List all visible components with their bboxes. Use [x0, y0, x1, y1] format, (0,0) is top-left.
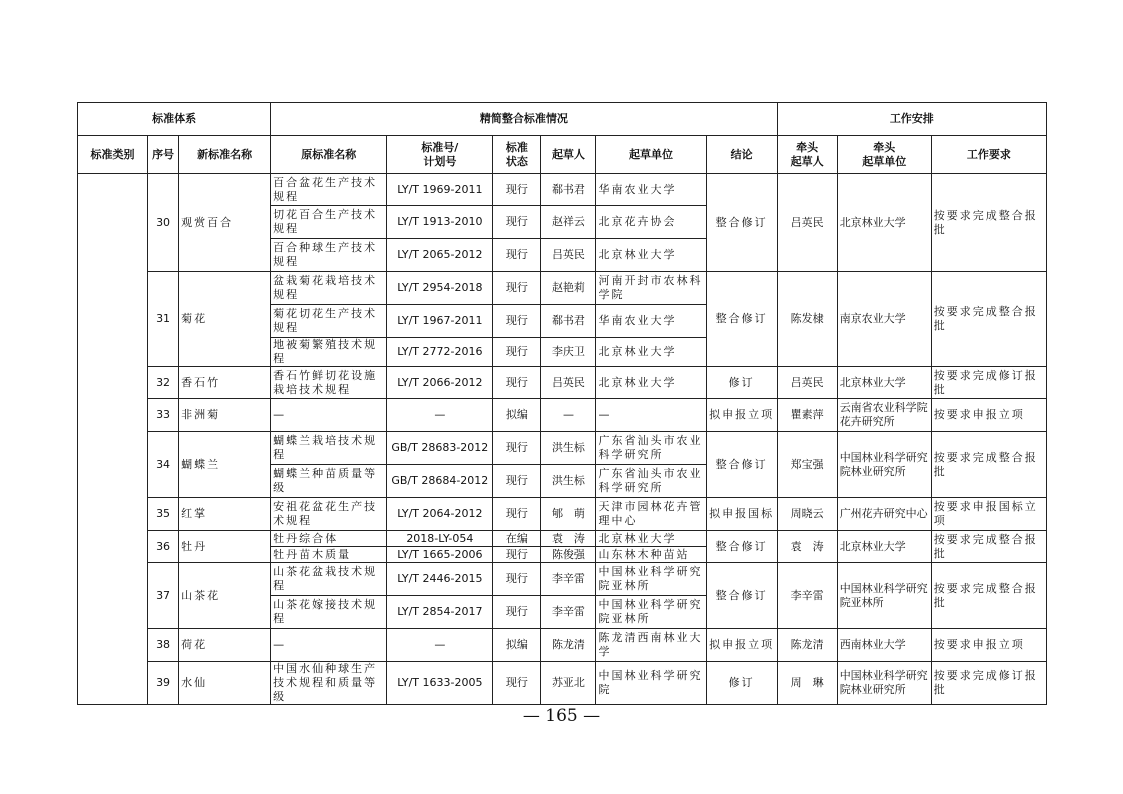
seq-cell: 38	[148, 629, 179, 662]
draft-unit-cell: —	[596, 399, 706, 432]
header-category: 标准类别	[78, 136, 148, 174]
drafter-cell: 苏亚北	[541, 662, 596, 705]
orig-name-cell: 香石竹鲜切花设施栽培技术规程	[271, 367, 387, 399]
std-no-cell: LY/T 2954-2018	[387, 272, 493, 305]
std-no-cell: LY/T 1967-2011	[387, 305, 493, 338]
table-body	[78, 174, 1047, 705]
header-orig-name: 原标准名称	[271, 136, 387, 174]
status-cell: 拟编	[493, 399, 541, 432]
new-name-cell: 菊花	[179, 272, 271, 367]
orig-name-cell: —	[271, 399, 387, 432]
std-no-cell: LY/T 1969-2011	[387, 174, 493, 206]
draft-unit-cell: 华南农业大学	[596, 305, 706, 338]
status-cell: 现行	[493, 563, 541, 596]
conclusion-cell: 拟申报立项	[706, 399, 777, 432]
header-lead-unit: 牵头 起草单位	[837, 136, 931, 174]
orig-name-cell: 地被菊繁殖技术规程	[271, 338, 387, 367]
lead-unit-cell: 西南林业大学	[837, 629, 931, 662]
lead-person-cell: 吕英民	[777, 174, 837, 272]
header-standard-system: 标准体系	[78, 103, 271, 136]
std-no-cell: LY/T 1633-2005	[387, 662, 493, 705]
conclusion-cell: 修订	[706, 662, 777, 705]
header-new-name: 新标准名称	[179, 136, 271, 174]
drafter-cell: 赵祥云	[541, 206, 596, 239]
new-name-cell: 蝴蝶兰	[179, 432, 271, 498]
draft-unit-cell: 河南开封市农林科学院	[596, 272, 706, 305]
category-cell	[78, 174, 148, 705]
requirement-cell: 按要求完成修订报批	[931, 367, 1046, 399]
table-row	[78, 272, 1047, 305]
status-cell: 现行	[493, 465, 541, 498]
seq-cell: 33	[148, 399, 179, 432]
orig-name-cell: 切花百合生产技术规程	[271, 206, 387, 239]
conclusion-cell: 整合修订	[706, 272, 777, 367]
lead-person-cell: 李辛雷	[777, 563, 837, 629]
drafter-cell: 郗书君	[541, 174, 596, 206]
lead-unit-cell: 北京林业大学	[837, 367, 931, 399]
seq-cell: 30	[148, 174, 179, 272]
header-consolidation-status: 精简整合标准情况	[271, 103, 777, 136]
requirement-cell: 按要求完成整合报批	[931, 563, 1046, 629]
seq-cell: 32	[148, 367, 179, 399]
table-row	[78, 629, 1047, 662]
table-row	[78, 432, 1047, 465]
requirement-cell: 按要求完成整合报批	[931, 174, 1046, 272]
header-conclusion: 结论	[706, 136, 777, 174]
lead-unit-cell: 北京林业大学	[837, 174, 931, 272]
drafter-cell: 郗书君	[541, 305, 596, 338]
conclusion-cell: 整合修订	[706, 174, 777, 272]
lead-unit-cell: 广州花卉研究中心	[837, 498, 931, 531]
new-name-cell: 香石竹	[179, 367, 271, 399]
lead-unit-cell: 云南省农业科学院花卉研究所	[837, 399, 931, 432]
draft-unit-cell: 北京花卉协会	[596, 206, 706, 239]
table-row	[78, 174, 1047, 206]
orig-name-cell: 山茶花盆栽技术规程	[271, 563, 387, 596]
conclusion-cell: 整合修订	[706, 432, 777, 498]
orig-name-cell: 牡丹苗木质量	[271, 547, 387, 563]
orig-name-cell: 盆栽菊花栽培技术规程	[271, 272, 387, 305]
header-work-arrangement: 工作安排	[777, 103, 1046, 136]
std-no-cell: LY/T 2066-2012	[387, 367, 493, 399]
requirement-cell: 按要求申报立项	[931, 629, 1046, 662]
table-row	[78, 563, 1047, 596]
new-name-cell: 非洲菊	[179, 399, 271, 432]
draft-unit-cell: 中国林业科学研究院亚林所	[596, 563, 706, 596]
std-no-cell: LY/T 2854-2017	[387, 596, 493, 629]
status-cell: 现行	[493, 547, 541, 563]
draft-unit-cell: 华南农业大学	[596, 174, 706, 206]
drafter-cell: 陈俊强	[541, 547, 596, 563]
new-name-cell: 山茶花	[179, 563, 271, 629]
status-cell: 现行	[493, 367, 541, 399]
standards-table-container	[77, 102, 1047, 705]
drafter-cell: 袁 涛	[541, 531, 596, 547]
std-no-cell: —	[387, 399, 493, 432]
conclusion-cell: 修订	[706, 367, 777, 399]
draft-unit-cell: 陈龙清西南林业大学	[596, 629, 706, 662]
header-std-no: 标准号/ 计划号	[387, 136, 493, 174]
draft-unit-cell: 中国林业科学研究院亚林所	[596, 596, 706, 629]
status-cell: 现行	[493, 305, 541, 338]
seq-cell: 35	[148, 498, 179, 531]
drafter-cell: 吕英民	[541, 367, 596, 399]
requirement-cell: 按要求申报国标立项	[931, 498, 1046, 531]
header-requirement: 工作要求	[931, 136, 1046, 174]
drafter-cell: 吕英民	[541, 239, 596, 272]
requirement-cell: 按要求申报立项	[931, 399, 1046, 432]
header-lead-person: 牵头 起草人	[777, 136, 837, 174]
header-seq: 序号	[148, 136, 179, 174]
header-status: 标准 状态	[493, 136, 541, 174]
status-cell: 现行	[493, 272, 541, 305]
seq-cell: 36	[148, 531, 179, 563]
orig-name-cell: 牡丹综合体	[271, 531, 387, 547]
lead-person-cell: 郑宝强	[777, 432, 837, 498]
status-cell: 拟编	[493, 629, 541, 662]
drafter-cell: —	[541, 399, 596, 432]
table-row	[78, 662, 1047, 705]
std-no-cell: LY/T 2446-2015	[387, 563, 493, 596]
lead-unit-cell: 北京林业大学	[837, 531, 931, 563]
drafter-cell: 洪生标	[541, 432, 596, 465]
seq-cell: 39	[148, 662, 179, 705]
requirement-cell: 按要求完成整合报批	[931, 531, 1046, 563]
std-no-cell: LY/T 2772-2016	[387, 338, 493, 367]
lead-person-cell: 瞿素萍	[777, 399, 837, 432]
drafter-cell: 洪生标	[541, 465, 596, 498]
status-cell: 现行	[493, 239, 541, 272]
orig-name-cell: 山茶花嫁接技术规程	[271, 596, 387, 629]
drafter-cell: 李庆卫	[541, 338, 596, 367]
status-cell: 现行	[493, 432, 541, 465]
std-no-cell: LY/T 2065-2012	[387, 239, 493, 272]
lead-unit-cell: 南京农业大学	[837, 272, 931, 367]
conclusion-cell: 拟申报立项	[706, 629, 777, 662]
requirement-cell: 按要求完成整合报批	[931, 272, 1046, 367]
seq-cell: 31	[148, 272, 179, 367]
draft-unit-cell: 广东省汕头市农业科学研究所	[596, 432, 706, 465]
table-row	[78, 367, 1047, 399]
orig-name-cell: 中国水仙种球生产技术规程和质量等级	[271, 662, 387, 705]
std-no-cell: LY/T 2064-2012	[387, 498, 493, 531]
lead-person-cell: 陈发棣	[777, 272, 837, 367]
status-cell: 在编	[493, 531, 541, 547]
draft-unit-cell: 山东林木种苗站	[596, 547, 706, 563]
lead-person-cell: 陈龙清	[777, 629, 837, 662]
std-no-cell: GB/T 28684-2012	[387, 465, 493, 498]
table-row	[78, 399, 1047, 432]
drafter-cell: 李辛雷	[541, 563, 596, 596]
orig-name-cell: 百合盆花生产技术规程	[271, 174, 387, 206]
orig-name-cell: 安祖花盆花生产技术规程	[271, 498, 387, 531]
orig-name-cell: 菊花切花生产技术规程	[271, 305, 387, 338]
table-row	[78, 531, 1047, 547]
status-cell: 现行	[493, 338, 541, 367]
status-cell: 现行	[493, 596, 541, 629]
lead-unit-cell: 中国林业科学研究院林业研究所	[837, 662, 931, 705]
status-cell: 现行	[493, 498, 541, 531]
draft-unit-cell: 广东省汕头市农业科学研究所	[596, 465, 706, 498]
std-no-cell: 2018-LY-054	[387, 531, 493, 547]
orig-name-cell: —	[271, 629, 387, 662]
std-no-cell: LY/T 1665-2006	[387, 547, 493, 563]
conclusion-cell: 整合修订	[706, 531, 777, 563]
conclusion-cell: 整合修订	[706, 563, 777, 629]
draft-unit-cell: 中国林业科学研究院	[596, 662, 706, 705]
page-number: — 165 —	[522, 706, 601, 726]
new-name-cell: 红掌	[179, 498, 271, 531]
status-cell: 现行	[493, 174, 541, 206]
draft-unit-cell: 北京林业大学	[596, 338, 706, 367]
drafter-cell: 赵艳莉	[541, 272, 596, 305]
lead-person-cell: 袁 涛	[777, 531, 837, 563]
seq-cell: 34	[148, 432, 179, 498]
orig-name-cell: 蝴蝶兰种苗质量等级	[271, 465, 387, 498]
draft-unit-cell: 北京林业大学	[596, 239, 706, 272]
std-no-cell: —	[387, 629, 493, 662]
header-drafter: 起草人	[541, 136, 596, 174]
std-no-cell: GB/T 28683-2012	[387, 432, 493, 465]
std-no-cell: LY/T 1913-2010	[387, 206, 493, 239]
new-name-cell: 荷花	[179, 629, 271, 662]
draft-unit-cell: 北京林业大学	[596, 531, 706, 547]
standards-table	[77, 102, 1047, 705]
draft-unit-cell: 北京林业大学	[596, 367, 706, 399]
table-row	[78, 498, 1047, 531]
drafter-cell: 郇 萌	[541, 498, 596, 531]
new-name-cell: 水仙	[179, 662, 271, 705]
requirement-cell: 按要求完成整合报批	[931, 432, 1046, 498]
status-cell: 现行	[493, 206, 541, 239]
seq-cell: 37	[148, 563, 179, 629]
requirement-cell: 按要求完成修订报批	[931, 662, 1046, 705]
header-draft-unit: 起草单位	[596, 136, 706, 174]
orig-name-cell: 百合种球生产技术规程	[271, 239, 387, 272]
drafter-cell: 陈龙清	[541, 629, 596, 662]
drafter-cell: 李辛雷	[541, 596, 596, 629]
conclusion-cell: 拟申报国标	[706, 498, 777, 531]
lead-person-cell: 吕英民	[777, 367, 837, 399]
new-name-cell: 观赏百合	[179, 174, 271, 272]
new-name-cell: 牡丹	[179, 531, 271, 563]
lead-unit-cell: 中国林业科学研究院亚林所	[837, 563, 931, 629]
orig-name-cell: 蝴蝶兰栽培技术规程	[271, 432, 387, 465]
lead-unit-cell: 中国林业科学研究院林业研究所	[837, 432, 931, 498]
draft-unit-cell: 天津市园林花卉管理中心	[596, 498, 706, 531]
lead-person-cell: 周晓云	[777, 498, 837, 531]
lead-person-cell: 周 琳	[777, 662, 837, 705]
status-cell: 现行	[493, 662, 541, 705]
